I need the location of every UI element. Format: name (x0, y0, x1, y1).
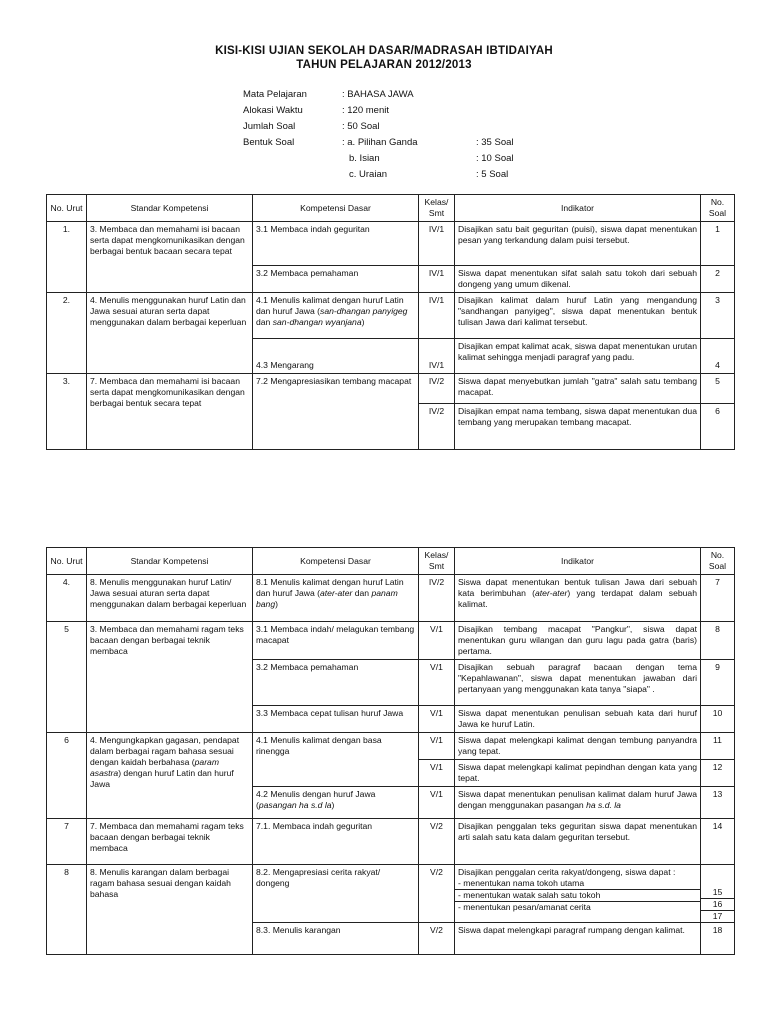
indikator: Siswa dapat menentukan penulisan kalimat dalam huruf Jawa dengan menggunakan pasangan ha s.d. la (455, 787, 701, 819)
kompetensi-dasar: 4.2 Menulis dengan huruf Jawa (pasangan ha s.d la) (253, 787, 419, 819)
col-kompetensi-dasar: Kompetensi Dasar (253, 548, 419, 575)
kelas-smt: IV/1 (419, 266, 455, 293)
standar-kompetensi: 3. Membaca dan memahami ragam teks bacaan dengan berbagai teknik membaca (87, 622, 253, 733)
row-no: 3. (47, 374, 87, 450)
kelas-smt: IV/2 (419, 404, 455, 450)
standar-kompetensi: 4. Menulis menggunakan huruf Latin dan Jawa sesuai aturan serta dapat menggunakan dalam berbagai keperluan (87, 293, 253, 374)
row-no: 1. (47, 222, 87, 293)
table-row (47, 733, 735, 760)
indikator: Siswa dapat melengkapi paragraf rumpang dengan kalimat. (455, 923, 701, 955)
no-soal: 18 (701, 923, 735, 955)
no-soal: 9 (701, 660, 735, 706)
indikator: Disajikan empat kalimat acak, siswa dapat menentukan urutan kalimat sehingga menjadi paragraf yang padu. (455, 339, 701, 374)
table-row (47, 865, 735, 923)
jumlah-label: Jumlah Soal (243, 121, 296, 132)
kompetensi-dasar: 7.1. Membaca indah geguritan (253, 819, 419, 865)
no-soal: 3 (701, 293, 735, 339)
row-no: 5 (47, 622, 87, 733)
no-soal: 8 (701, 622, 735, 660)
indikator: Disajikan penggalan teks geguritan siswa dapat menentukan arti salah satu kata dalam geguritan tersebut. (455, 819, 701, 865)
indikator: Siswa dapat menentukan sifat salah satu tokoh dari sebuah dongeng yang umum dikenal. (455, 266, 701, 293)
indikator: Siswa dapat melengkapi kalimat dengan tembung panyandra yang tepat. (455, 733, 701, 760)
col-no-urut: No. Urut (47, 548, 87, 575)
mapel-value: : BAHASA JAWA (342, 89, 414, 100)
no-soal: 6 (701, 404, 735, 450)
no-soal (701, 865, 735, 923)
kelas-smt: V/1 (419, 787, 455, 819)
col-no-soal: No. Soal (701, 548, 735, 575)
indikator-item: - menentukan watak salah satu tokoh (455, 889, 700, 901)
indikator: Disajikan kalimat dalam huruf Latin yang mengandung "sandhangan panyigeg", siswa dapat menentukan bentuk tulisan Jawa dari kalimat tersebut. (455, 293, 701, 339)
kompetensi-dasar: 4.3 Mengarang (253, 339, 419, 374)
bentuk-b: b. Isian (349, 153, 380, 164)
table-row (47, 575, 735, 622)
indikator: Siswa dapat menyebutkan jumlah "gatra" salah satu tembang macapat. (455, 374, 701, 404)
standar-kompetensi: 8. Menulis menggunakan huruf Latin/ Jawa sesuai aturan serta dapat menggunakan dalam berbagai keperluan (87, 575, 253, 622)
bentuk-a: : a. Pilihan Ganda (342, 137, 418, 148)
standar-kompetensi: 8. Menulis karangan dalam berbagai ragam bahasa sesuai dengan kaidah bahasa (87, 865, 253, 955)
no-soal: 13 (701, 787, 735, 819)
jumlah-value: : 50 Soal (342, 121, 380, 132)
indikator: Disajikan tembang macapat "Pangkur", siswa dapat menentukan guru wilangan dan guru lagu pada gatra (baris) pertama. (455, 622, 701, 660)
col-indikator: Indikator (455, 548, 701, 575)
indikator: Disajikan sebuah paragraf bacaan dengan tema "Kepahlawanan", siswa dapat menentukan jawaban dari pertanyaan yang menggunakan kata tanya "siapa" . (455, 660, 701, 706)
kompetensi-dasar: 8.1 Menulis kalimat dengan huruf Latin dan huruf Jawa (ater-ater dan panam bang) (253, 575, 419, 622)
bentuk-c: c. Uraian (349, 169, 388, 180)
kelas-smt: IV/1 (419, 222, 455, 266)
indikator: Disajikan empat nama tembang, siswa dapat menentukan dua tembang yang merupakan tembang macapat. (455, 404, 701, 450)
col-kelas-smt: Kelas/ Smt (419, 195, 455, 222)
kisi-table-1 (46, 194, 735, 450)
no-soal-item: 16 (701, 898, 734, 910)
standar-kompetensi: 4. Mengungkapkan gagasan, pendapat dalam berbagai ragam bahasa sesuai dengan kaidah berbahasa (param asastra) dengan huruf Latin dan huruf Jawa (87, 733, 253, 819)
table-row (47, 622, 735, 660)
kelas-smt: IV/2 (419, 374, 455, 404)
kompetensi-dasar: 3.1 Membaca indah geguritan (253, 222, 419, 266)
standar-kompetensi: 7. Membaca dan memahami isi bacaan serta dapat mengkomunikasikan dengan berbagai bentuk secara tepat (87, 374, 253, 450)
row-no: 7 (47, 819, 87, 865)
standar-kompetensi: 7. Membaca dan memahami ragam teks bacaan dengan berbagai teknik membaca (87, 819, 253, 865)
col-no-urut: No. Urut (47, 195, 87, 222)
bentuk-label: Bentuk Soal (243, 137, 295, 148)
col-standar-kompetensi: Standar Kompetensi (87, 548, 253, 575)
mapel-label: Mata Pelajaran (243, 89, 307, 100)
no-soal: 4 (701, 339, 735, 374)
kelas-smt: V/2 (419, 923, 455, 955)
indikator-intro: Disajikan penggalan cerita rakyat/dongeng, siswa dapat : (458, 867, 676, 877)
col-kelas-smt: Kelas/ Smt (419, 548, 455, 575)
alokasi-label: Alokasi Waktu (243, 105, 303, 116)
col-kompetensi-dasar: Kompetensi Dasar (253, 195, 419, 222)
indikator: Disajikan satu bait geguritan (puisi), siswa dapat menentukan pesan yang terkandung dalam puisi tersebut. (455, 222, 701, 266)
standar-kompetensi: 3. Membaca dan memahami isi bacaan serta dapat mengkomunikasikan dengan berbagai bentuk bacaan secara tepat (87, 222, 253, 293)
kelas-smt: V/1 (419, 660, 455, 706)
kelas-smt: IV/1 (419, 293, 455, 339)
indikator-item: - menentukan nama tokoh utama (458, 878, 585, 888)
row-no: 6 (47, 733, 87, 819)
indikator (455, 865, 701, 923)
alokasi-value: : 120 menit (342, 105, 389, 116)
no-soal-item: 17 (701, 910, 734, 922)
no-soal: 10 (701, 706, 735, 733)
indikator: Siswa dapat melengkapi kalimat pepindhan dengan kata yang tepat. (455, 760, 701, 787)
no-soal: 11 (701, 733, 735, 760)
document-title: KISI-KISI UJIAN SEKOLAH DASAR/MADRASAH IBTIDAIYAH (215, 45, 553, 57)
row-no: 8 (47, 865, 87, 955)
kompetensi-dasar: 8.3. Menulis karangan (253, 923, 419, 955)
kelas-smt: IV/2 (419, 575, 455, 622)
indikator: Siswa dapat menentukan bentuk tulisan Jawa dari sebuah kata berimbuhan (ater-ater) yang terdapat dalam sebuah kalimat. (455, 575, 701, 622)
no-soal: 2 (701, 266, 735, 293)
kelas-smt: V/1 (419, 733, 455, 760)
kelas-smt: V/1 (419, 760, 455, 787)
bentuk-a-value: : 35 Soal (476, 137, 514, 148)
no-soal: 7 (701, 575, 735, 622)
kompetensi-dasar: 4.1 Menulis kalimat dengan basa rinengga (253, 733, 419, 787)
kompetensi-dasar: 4.1 Menulis kalimat dengan huruf Latin dan huruf Jawa (san-dhangan panyigeg dan san-dhangan wyanjana) (253, 293, 419, 339)
table-header-row (47, 195, 735, 222)
kelas-smt: V/1 (419, 706, 455, 733)
table-row (47, 293, 735, 339)
row-no: 2. (47, 293, 87, 374)
kelas-smt: V/2 (419, 865, 455, 923)
kompetensi-dasar: 3.3 Membaca cepat tulisan huruf Jawa (253, 706, 419, 733)
indikator: Siswa dapat menentukan penulisan sebuah kata dari huruf Jawa ke huruf Latin. (455, 706, 701, 733)
no-soal: 1 (701, 222, 735, 266)
col-no-soal: No. Soal (701, 195, 735, 222)
bentuk-c-value: : 5 Soal (476, 169, 509, 180)
table-row (47, 819, 735, 865)
table-row (47, 222, 735, 266)
kelas-smt: V/1 (419, 622, 455, 660)
col-standar-kompetensi: Standar Kompetensi (87, 195, 253, 222)
no-soal: 5 (701, 374, 735, 404)
no-soal: 12 (701, 760, 735, 787)
table-row (47, 374, 735, 404)
kelas-smt: IV/1 (419, 339, 455, 374)
table-header-row (47, 548, 735, 575)
kelas-smt: V/2 (419, 819, 455, 865)
kisi-table-2 (46, 547, 735, 955)
no-soal-item: 15 (712, 887, 723, 897)
kompetensi-dasar: 8.2. Mengapresiasi cerita rakyat/ dongeng (253, 865, 419, 923)
kompetensi-dasar: 7.2 Mengapresiasikan tembang macapat (253, 374, 419, 450)
no-soal: 14 (701, 819, 735, 865)
bentuk-b-value: : 10 Soal (476, 153, 514, 164)
kompetensi-dasar: 3.2 Membaca pemahaman (253, 266, 419, 293)
kompetensi-dasar: 3.2 Membaca pemahaman (253, 660, 419, 706)
indikator-item: - menentukan pesan/amanat cerita (455, 901, 700, 913)
kompetensi-dasar: 3.1 Membaca indah/ melagukan tembang macapat (253, 622, 419, 660)
document-subtitle: TAHUN PELAJARAN 2012/2013 (296, 59, 472, 71)
col-indikator: Indikator (455, 195, 701, 222)
row-no: 4. (47, 575, 87, 622)
